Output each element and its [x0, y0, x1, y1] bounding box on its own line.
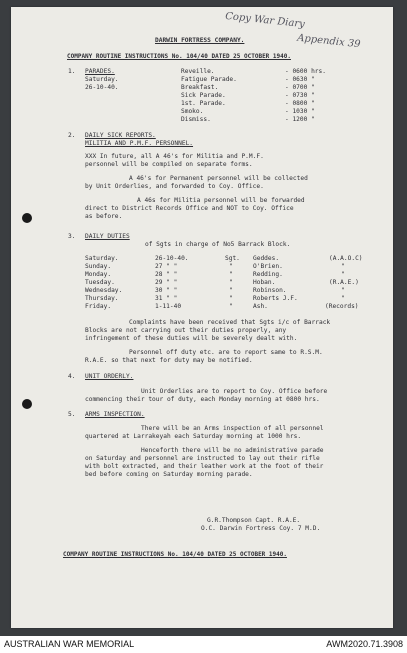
section-1-day: Saturday.: [85, 76, 119, 83]
parade-schedule: [181, 68, 361, 128]
duty-date: 27 " ": [155, 263, 178, 270]
duty-name: Roberts J.F.: [253, 295, 298, 302]
parade-time: - 1030 ": [285, 108, 315, 115]
parade-item: Smoko.: [181, 108, 204, 115]
parade-item: Dismiss.: [181, 116, 211, 123]
document-page: [11, 7, 393, 628]
section-5-paragraph-2-line-4: bed before coming on Saturday morning parade.: [85, 471, 253, 478]
handwritten-note-2: Appendix 39: [296, 32, 361, 51]
duty-day: Friday.: [85, 303, 112, 310]
section-3-intro: of Sgts in charge of No5 Barrack Block.: [145, 241, 291, 248]
document-title: DARWIN FORTRESS COMPANY.: [155, 37, 245, 44]
parade-item: Breakfast.: [181, 84, 219, 91]
document-subtitle: COMPANY ROUTINE INSTRUCTIONS No. 104/40 DATED 25 OCTOBER 1940.: [67, 53, 291, 60]
parade-item: Reveille.: [181, 68, 215, 75]
duty-name: Robinson.: [253, 287, 287, 294]
section-2-paragraph-2-line-1: A 46's for Permanent personnel will be collected: [129, 175, 308, 182]
duty-date: 29 " ": [155, 279, 178, 286]
section-4-heading: UNIT ORDERLY.: [85, 373, 134, 380]
duty-date: 26-10-40.: [155, 255, 189, 262]
duty-unit: ": [341, 263, 345, 270]
duty-unit: (A.A.O.C): [329, 255, 363, 262]
signature-title: O.C. Darwin Fortress Coy. 7 M.D.: [201, 525, 321, 532]
section-2-paragraph-3-line-2: direct to District Records Office and NOT to Coy. Office: [85, 205, 294, 212]
section-3-heading: DAILY DUTIES: [85, 233, 130, 240]
duty-roster-table: [85, 255, 375, 311]
caption-institution: AUSTRALIAN WAR MEMORIAL: [4, 639, 135, 649]
duty-name: Geddes.: [253, 255, 280, 262]
duty-unit: ": [341, 287, 345, 294]
duty-day: Tuesday.: [85, 279, 115, 286]
section-3-paragraph-2-line-2: R.A.E. so that next for duty may be notified.: [85, 357, 253, 364]
section-2-subheading: MILITIA AND P.M.F. PERSONNEL.: [85, 140, 194, 147]
duty-unit: ": [341, 271, 345, 278]
duty-day: Monday.: [85, 271, 112, 278]
duty-name: Redding.: [253, 271, 283, 278]
section-2-paragraph-3-line-3: as before.: [85, 213, 123, 220]
section-3-paragraph-1-line-2: Blocks are not carrying out their duties properly, any: [85, 327, 287, 334]
parade-item: Sick Parade.: [181, 92, 226, 99]
section-1-number: 1.: [68, 68, 76, 75]
section-5-paragraph-2-line-3: with bolt extracted, and their leather work at the foot of their: [85, 463, 324, 470]
duty-date: 28 " ": [155, 271, 178, 278]
duty-day: Thursday.: [85, 295, 119, 302]
duty-rank: Sgt.: [225, 255, 240, 262]
parade-time: - 0730 ": [285, 92, 315, 99]
parade-time: - 0600 hrs.: [285, 68, 326, 75]
duty-date: 31 " ": [155, 295, 178, 302]
section-2-paragraph-3-line-1: A 46s for Militia personnel will be forwarded: [137, 197, 305, 204]
section-3-paragraph-1-line-1: Complaints have been received that Sgts i/c of Barrack: [129, 319, 331, 326]
duty-date: 1-11-40: [155, 303, 182, 310]
duty-name: Ash.: [253, 303, 268, 310]
duty-rank: ": [229, 295, 233, 302]
section-4-number: 4.: [68, 373, 76, 380]
punch-hole: [22, 399, 32, 409]
duty-date: 30 " ": [155, 287, 178, 294]
caption-accession-number: AWM2020.71.3908: [326, 639, 403, 649]
parade-item: 1st. Parade.: [181, 100, 226, 107]
section-3-number: 3.: [68, 233, 76, 240]
section-2-paragraph-2-line-2: by Unit Orderlies, and forwarded to Coy. Office.: [85, 183, 264, 190]
duty-rank: ": [229, 279, 233, 286]
section-5-paragraph-1-line-2: quartered at Larrakeyah each Saturday morning at 1000 hrs.: [85, 433, 302, 440]
duty-unit: ": [341, 295, 345, 302]
handwritten-note-1: Copy War Diary: [224, 10, 306, 31]
section-4-paragraph-line-1: Unit Orderlies are to report to Coy. Office before: [141, 388, 328, 395]
section-5-paragraph-2-line-2: on Saturday and personnel are instructed to lay out their rifle: [85, 455, 320, 462]
section-5-number: 5.: [68, 411, 76, 418]
parade-time: - 0800 ": [285, 100, 315, 107]
parade-time: - 0700 ": [285, 84, 315, 91]
section-1-date: 26-10-40.: [85, 84, 119, 91]
parade-time: - 1200 ": [285, 116, 315, 123]
section-2-number: 2.: [68, 132, 76, 139]
section-1-heading: PARADES.: [85, 68, 115, 75]
duty-name: Hoban.: [253, 279, 276, 286]
caption-bar: [0, 636, 407, 653]
duty-unit: (Records): [325, 303, 359, 310]
section-2-paragraph-1-line-2: personnel will be compiled on separate forms.: [85, 161, 253, 168]
duty-rank: ": [229, 263, 233, 270]
section-5-paragraph-1-line-1: There will be an Arms inspection of all personnel: [141, 425, 324, 432]
document-footer: COMPANY ROUTINE INSTRUCTIONS No. 104/40 DATED 25 OCTOBER 1940.: [63, 551, 287, 558]
section-4-paragraph-line-2: commencing their tour of duty, each Monday morning at 0800 hrs.: [85, 396, 320, 403]
duty-unit: (R.A.E.): [329, 279, 359, 286]
section-3-paragraph-1-line-3: infringement of these duties will be severely dealt with.: [85, 335, 298, 342]
duty-rank: ": [229, 271, 233, 278]
duty-name: O'Brien.: [253, 263, 283, 270]
parade-time: - 0630 ": [285, 76, 315, 83]
section-3-paragraph-2-line-1: Personnel off duty etc. are to report same to R.S.M.: [129, 349, 323, 356]
signature-name: G.R.Thompson Capt. R.A.E.: [207, 517, 301, 524]
duty-day: Saturday.: [85, 255, 119, 262]
duty-rank: ": [229, 287, 233, 294]
punch-hole: [22, 213, 32, 223]
section-2-paragraph-1-line-1: XXX In future, all A 46's for Militia and P.M.F.: [85, 153, 264, 160]
duty-day: Sunday.: [85, 263, 112, 270]
section-5-heading: ARMS INSPECTION.: [85, 411, 145, 418]
duty-rank: ": [229, 303, 233, 310]
section-2-heading: DAILY SICK REPORTS.: [85, 132, 156, 139]
parade-item: Fatigue Parade.: [181, 76, 237, 83]
section-5-paragraph-2-line-1: Henceforth there will be no administrative parade: [141, 447, 324, 454]
duty-day: Wednesday.: [85, 287, 123, 294]
